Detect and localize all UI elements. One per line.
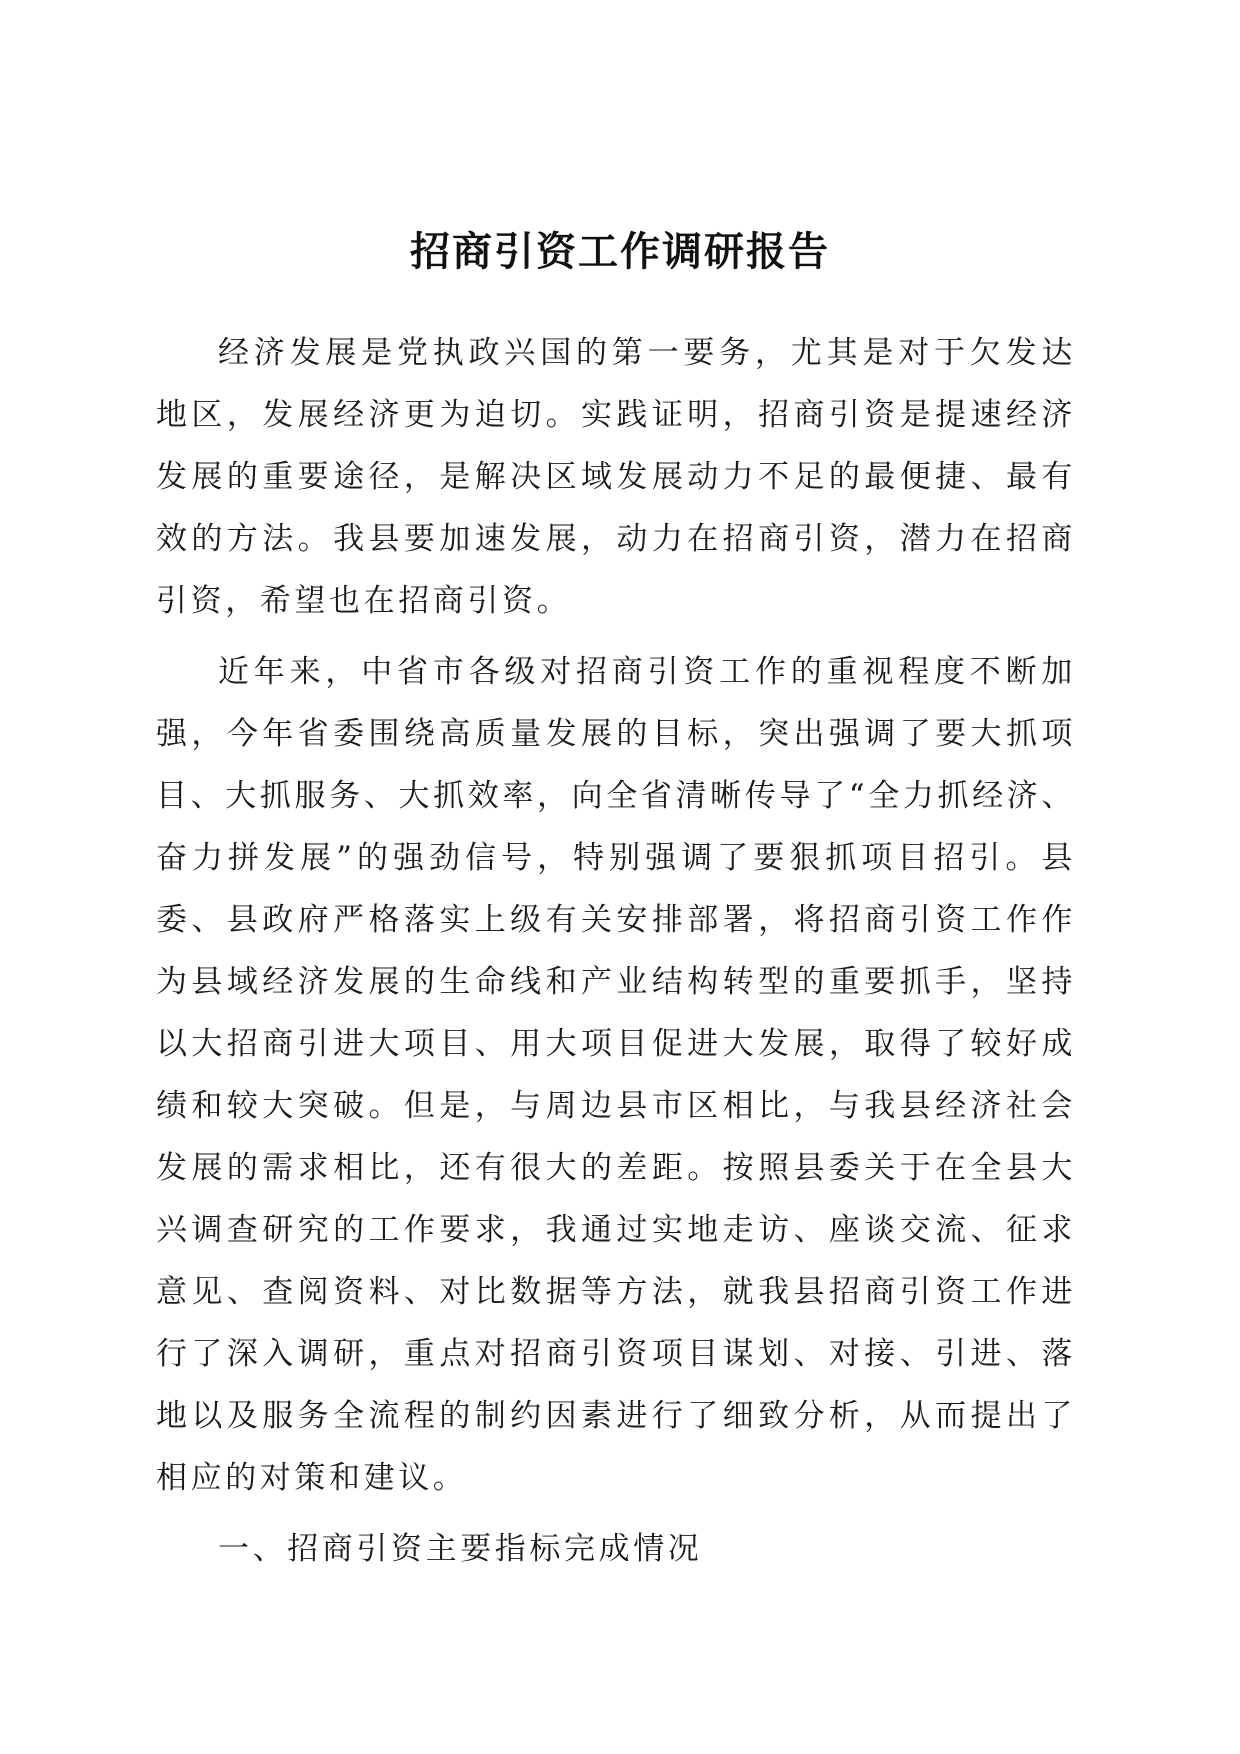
paragraph-background: 近年来，中省市各级对招商引资工作的重视程度不断加强，今年省委围绕高质量发展的目标，突出强调了要大抓项目、大抓服务、大抓效率，向全省清晰传导了“全力抓经济、奋力拼发展”的强劲信号，特别强调了要狠抓项目招引。县委、县政府严格落实上级有关安排部署，将招商引资工作作为县域经济发展的生命线和产业结构转型的重要抓手，坚持以大招商引进大项目、用大项目促进大发展，取得了较好成绩和较大突破。但是，与周边县市区相比，与我县经济社会发展的需求相比，还有很大的差距。按照县委关于在全县大兴调查研究的工作要求，我通过实地走访、座谈交流、征求意见、查阅资料、对比数据等方法，就我县招商引资工作进行了深入调研，重点对招商引资项目谋划、对接、引进、落地以及服务全流程的制约因素进行了细致分析，从而提出了相应的对策和建议。	[156, 654, 1076, 1496]
section-heading: 一、招商引资主要指标完成情况	[218, 1531, 703, 1567]
document-title: 招商引资工作调研报告	[410, 228, 830, 275]
paragraph-intro: 经济发展是党执政兴国的第一要务，尤其是对于欠发达地区，发展经济更为迫切。实践证明，招商引资是提速经济发展的重要途径，是解决区域发展动力不足的最便捷、最有效的方法。我县要加速发展，动力在招商引资，潜力在招商引资，希望也在招商引资。	[156, 335, 1076, 619]
document-body	[156, 322, 1076, 1580]
